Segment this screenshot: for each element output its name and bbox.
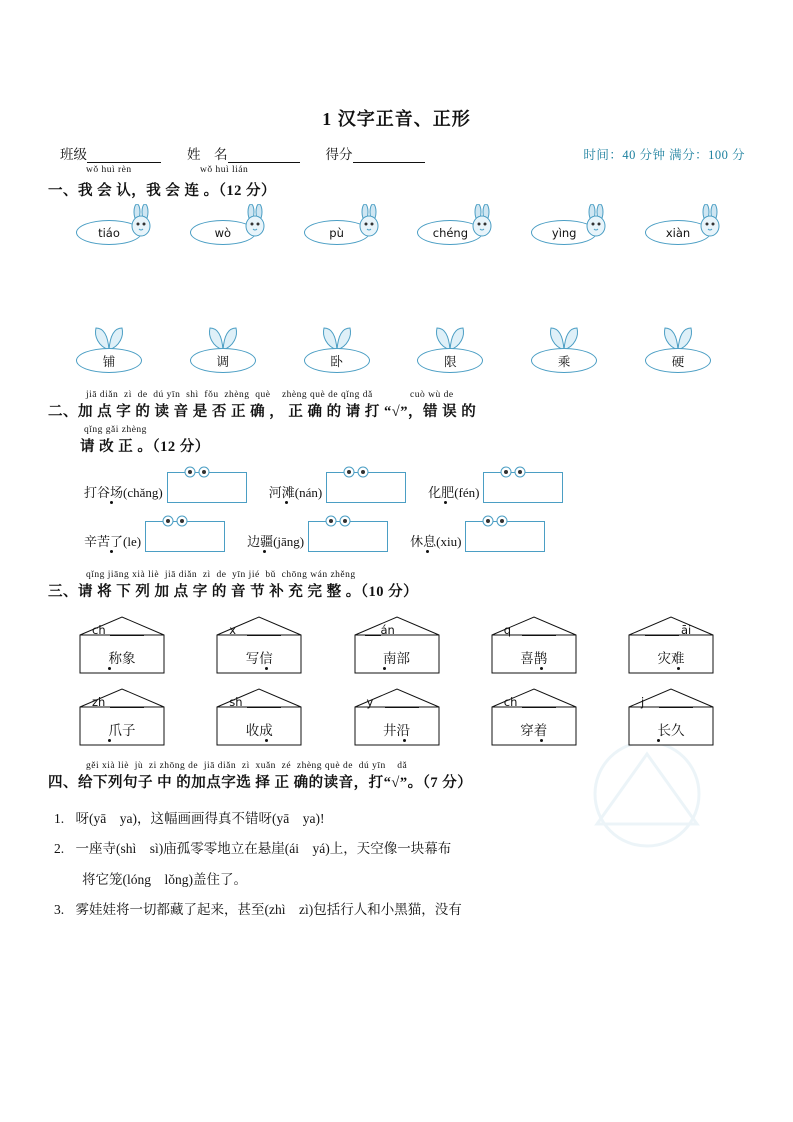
q2-word-pinyin: (le) bbox=[123, 534, 142, 550]
char-bubble-label: 限 bbox=[417, 348, 483, 373]
q2-word bbox=[84, 482, 163, 503]
q3-house-row-2 bbox=[48, 687, 745, 749]
syllable-house[interactable] bbox=[625, 615, 717, 677]
house-word: 南部 bbox=[383, 651, 410, 667]
house-initial: y bbox=[366, 695, 374, 710]
syllable-house[interactable] bbox=[76, 615, 168, 677]
char-bubble[interactable] bbox=[76, 342, 148, 374]
house-blank-line[interactable] bbox=[247, 635, 281, 636]
q2-row bbox=[48, 472, 745, 503]
house-word: 长久 bbox=[657, 723, 685, 739]
rabbit-icon bbox=[583, 204, 609, 238]
q1-pinyin-bubble-row bbox=[48, 216, 745, 246]
score-blank[interactable] bbox=[353, 149, 425, 163]
page-title: 1 汉字正音、正形 bbox=[322, 109, 471, 129]
house-outline bbox=[76, 687, 168, 749]
house-word: 灾难 bbox=[657, 651, 685, 667]
house-blank-line[interactable] bbox=[110, 707, 144, 708]
q2-word-text: 化肥 bbox=[428, 485, 455, 501]
char-bubble[interactable] bbox=[304, 342, 376, 374]
q3-heading bbox=[48, 582, 745, 603]
q2-word-pinyin: (fén) bbox=[454, 485, 480, 501]
char-bubble[interactable] bbox=[417, 342, 489, 374]
house-word: 写信 bbox=[245, 651, 273, 667]
pinyin-bubble-label: chéng bbox=[417, 220, 483, 245]
q2-word bbox=[410, 531, 461, 552]
q2-word bbox=[84, 531, 141, 552]
rabbit-icon bbox=[697, 204, 723, 238]
q4-sentence-text[interactable]: 呀(yā ya)，这幅画画得真不错呀(yā ya)! bbox=[75, 811, 325, 827]
q2-heading: 二、加 点 字 的 读 音 是 否 正 确 ， 正 确 的 请 打 “√”，错 误 的 bbox=[48, 404, 477, 421]
eyes-icon bbox=[478, 515, 512, 527]
eyes-icon bbox=[339, 466, 373, 478]
q4-sentence-text[interactable]: 一座寺(shì sì)庙孤零零地立在悬崖(ái yá)上，天空像一块幕布 bbox=[75, 841, 452, 857]
pinyin-bubble[interactable] bbox=[190, 216, 262, 246]
q2-item bbox=[269, 472, 406, 503]
q2-word-text: 河滩 bbox=[268, 485, 295, 501]
q2-heading-2-text: 请 改 正 。 bbox=[80, 439, 153, 456]
time-and-total: 时间：40 分钟 满分：100 分 bbox=[583, 148, 745, 162]
pinyin-bubble[interactable] bbox=[417, 216, 489, 246]
house-blank-line[interactable] bbox=[247, 707, 281, 708]
house-blank-line[interactable] bbox=[645, 635, 679, 636]
q2-word bbox=[428, 482, 479, 503]
house-word: 爪子 bbox=[108, 723, 136, 739]
student-info-line bbox=[48, 143, 745, 163]
q4-sentence bbox=[48, 804, 745, 834]
char-bubble[interactable] bbox=[531, 342, 603, 374]
house-word: 喜鹊 bbox=[520, 651, 548, 667]
q2-answer-box[interactable] bbox=[483, 472, 563, 503]
q2-answer-box[interactable] bbox=[145, 521, 225, 552]
syllable-house[interactable] bbox=[213, 615, 305, 677]
q2-word bbox=[269, 482, 322, 503]
house-outline bbox=[488, 615, 580, 677]
q2-answer-box[interactable] bbox=[326, 472, 406, 503]
q3-pinyin: qǐng jiāng xià liè jiā diǎn zì de yīn jié bǔ chōng wán zhěng bbox=[86, 570, 356, 581]
q2-word-pinyin: (nán) bbox=[294, 485, 323, 501]
q4-sentence-text-cont[interactable]: 将它笼(lóng lǒng)盖住了。 bbox=[82, 871, 247, 887]
syllable-house[interactable] bbox=[351, 615, 443, 677]
q2-answer-box[interactable] bbox=[167, 472, 247, 503]
pinyin-bubble-label: wò bbox=[190, 220, 256, 245]
q2-pinyin-2: qǐng gǎi zhèng bbox=[84, 425, 147, 436]
house-initial: ch bbox=[503, 695, 518, 710]
house-initial: zh bbox=[92, 695, 106, 710]
q2-word-pinyin: (chǎng) bbox=[123, 485, 163, 501]
house-blank-line[interactable] bbox=[522, 635, 556, 636]
eyes-icon bbox=[180, 466, 214, 478]
q4-pinyin: gěi xià liè jù zi zhōng de jiā diǎn zì xuǎn zé zhèng què de dú yīn dǎ bbox=[86, 761, 408, 772]
name-blank[interactable] bbox=[228, 149, 300, 163]
house-initial: x bbox=[229, 623, 237, 638]
house-outline bbox=[625, 615, 717, 677]
pinyin-bubble[interactable] bbox=[645, 216, 717, 246]
q1-pinyin-1: wǒ huì rèn bbox=[86, 165, 132, 175]
q4-sentence-text[interactable]: 雾娃娃将一切都藏了起来，甚至(zhì zì)包括行人和小黑猫，没有 bbox=[75, 902, 462, 918]
q2-item bbox=[410, 521, 545, 552]
house-word: 收成 bbox=[245, 723, 273, 739]
q1-heading bbox=[48, 181, 745, 202]
char-bubble[interactable] bbox=[645, 342, 717, 374]
syllable-house[interactable] bbox=[351, 687, 443, 749]
pinyin-bubble-label: pù bbox=[304, 220, 370, 245]
house-initial: sh bbox=[229, 695, 243, 710]
q2-points: （12 分） bbox=[152, 439, 210, 456]
q2-item bbox=[428, 472, 563, 503]
q4-sentence bbox=[48, 834, 745, 895]
q4-heading-text: 四、给下列句子 中 的加点字选 择 正 确的读音，打“√”。 bbox=[48, 775, 423, 792]
q1-points: （12 分） bbox=[218, 183, 276, 199]
pinyin-bubble-label: tiáo bbox=[76, 220, 142, 245]
syllable-house[interactable] bbox=[488, 687, 580, 749]
char-bubble-label: 卧 bbox=[304, 348, 370, 373]
q4-number: 2. bbox=[54, 841, 65, 857]
house-outline bbox=[351, 615, 443, 677]
house-outline bbox=[351, 687, 443, 749]
name-label: 姓 名 bbox=[187, 147, 228, 162]
q4-sentence-list bbox=[48, 804, 745, 926]
q3-points: （10 分） bbox=[360, 584, 419, 601]
house-blank-line[interactable] bbox=[110, 635, 144, 636]
q2-word-pinyin: (jāng) bbox=[273, 534, 305, 550]
syllable-house[interactable] bbox=[213, 687, 305, 749]
pinyin-bubble-label: xiàn bbox=[645, 220, 711, 245]
q2-answer-box[interactable] bbox=[465, 521, 545, 552]
pinyin-bubble[interactable] bbox=[76, 216, 148, 246]
q2-answer-box[interactable] bbox=[308, 521, 388, 552]
q2-pinyin-1: jiā diǎn zì de dú yīn shì fǒu zhèng què zhèng què de qǐng dǎ cuò wù de bbox=[86, 390, 454, 401]
house-blank-line[interactable] bbox=[365, 635, 381, 636]
house-word: 井沿 bbox=[383, 723, 410, 739]
pinyin-bubble[interactable] bbox=[531, 216, 603, 246]
house-initial: án bbox=[380, 623, 395, 638]
house-initial: ch bbox=[92, 623, 106, 638]
house-initial: āi bbox=[681, 623, 692, 638]
pinyin-bubble[interactable] bbox=[304, 216, 376, 246]
q2-heading-2 bbox=[48, 437, 745, 458]
char-bubble-label: 硬 bbox=[645, 348, 711, 373]
eyes-icon bbox=[321, 515, 355, 527]
q2-item bbox=[84, 521, 225, 552]
q2-word-pinyin: (xiu) bbox=[436, 534, 462, 550]
syllable-house[interactable] bbox=[625, 687, 717, 749]
q3-heading-text: 三、请 将 下 列 加 点 字 的 音 节 补 充 完 整 。 bbox=[48, 584, 361, 601]
char-bubble[interactable] bbox=[190, 342, 262, 374]
house-outline bbox=[488, 687, 580, 749]
class-blank[interactable] bbox=[87, 149, 161, 163]
eyes-icon bbox=[158, 515, 192, 527]
class-label: 班级 bbox=[60, 147, 87, 162]
house-blank-line[interactable] bbox=[522, 707, 556, 708]
house-initial: q bbox=[503, 623, 512, 638]
house-word: 称象 bbox=[108, 651, 136, 667]
char-bubble-label: 铺 bbox=[76, 348, 142, 373]
q2-answer-rows bbox=[48, 472, 745, 552]
house-outline bbox=[213, 687, 305, 749]
q1-pinyin-row bbox=[48, 165, 745, 181]
q1-char-bubble-row bbox=[48, 342, 745, 374]
rabbit-icon bbox=[128, 204, 154, 238]
pinyin-bubble-label: yìng bbox=[531, 220, 597, 245]
syllable-house[interactable] bbox=[76, 687, 168, 749]
q4-number: 1. bbox=[54, 811, 65, 827]
q2-word bbox=[247, 531, 304, 552]
eyes-icon bbox=[496, 466, 530, 478]
score-label: 得分 bbox=[325, 147, 353, 162]
house-initial: j bbox=[641, 695, 645, 710]
syllable-house[interactable] bbox=[488, 615, 580, 677]
q2-word-text: 辛苦了 bbox=[84, 534, 124, 550]
house-outline bbox=[213, 615, 305, 677]
q1-pinyin-2: wǒ huì lián bbox=[200, 165, 249, 175]
q2-item bbox=[84, 472, 247, 503]
q4-points: （7 分） bbox=[422, 775, 473, 792]
char-bubble-label: 调 bbox=[190, 348, 256, 373]
house-blank-line[interactable] bbox=[659, 707, 693, 708]
rabbit-icon bbox=[242, 204, 268, 238]
house-outline bbox=[625, 687, 717, 749]
q2-word-text: 休息 bbox=[410, 534, 437, 550]
house-blank-line[interactable] bbox=[385, 707, 419, 708]
q2-item bbox=[247, 521, 388, 552]
q1-heading-text: 一、我 会 认，我 会 连 。 bbox=[48, 183, 219, 199]
rabbit-icon bbox=[469, 204, 495, 238]
house-word: 穿着 bbox=[520, 723, 548, 739]
q3-house-row-1 bbox=[48, 615, 745, 677]
q2-word-text: 打谷场 bbox=[84, 485, 124, 501]
char-bubble-label: 乘 bbox=[531, 348, 597, 373]
q2-row bbox=[48, 521, 745, 552]
house-outline bbox=[76, 615, 168, 677]
rabbit-icon bbox=[356, 204, 382, 238]
q4-sentence bbox=[48, 895, 745, 925]
q2-word-text: 边疆 bbox=[247, 534, 274, 550]
q4-number: 3. bbox=[54, 902, 65, 918]
